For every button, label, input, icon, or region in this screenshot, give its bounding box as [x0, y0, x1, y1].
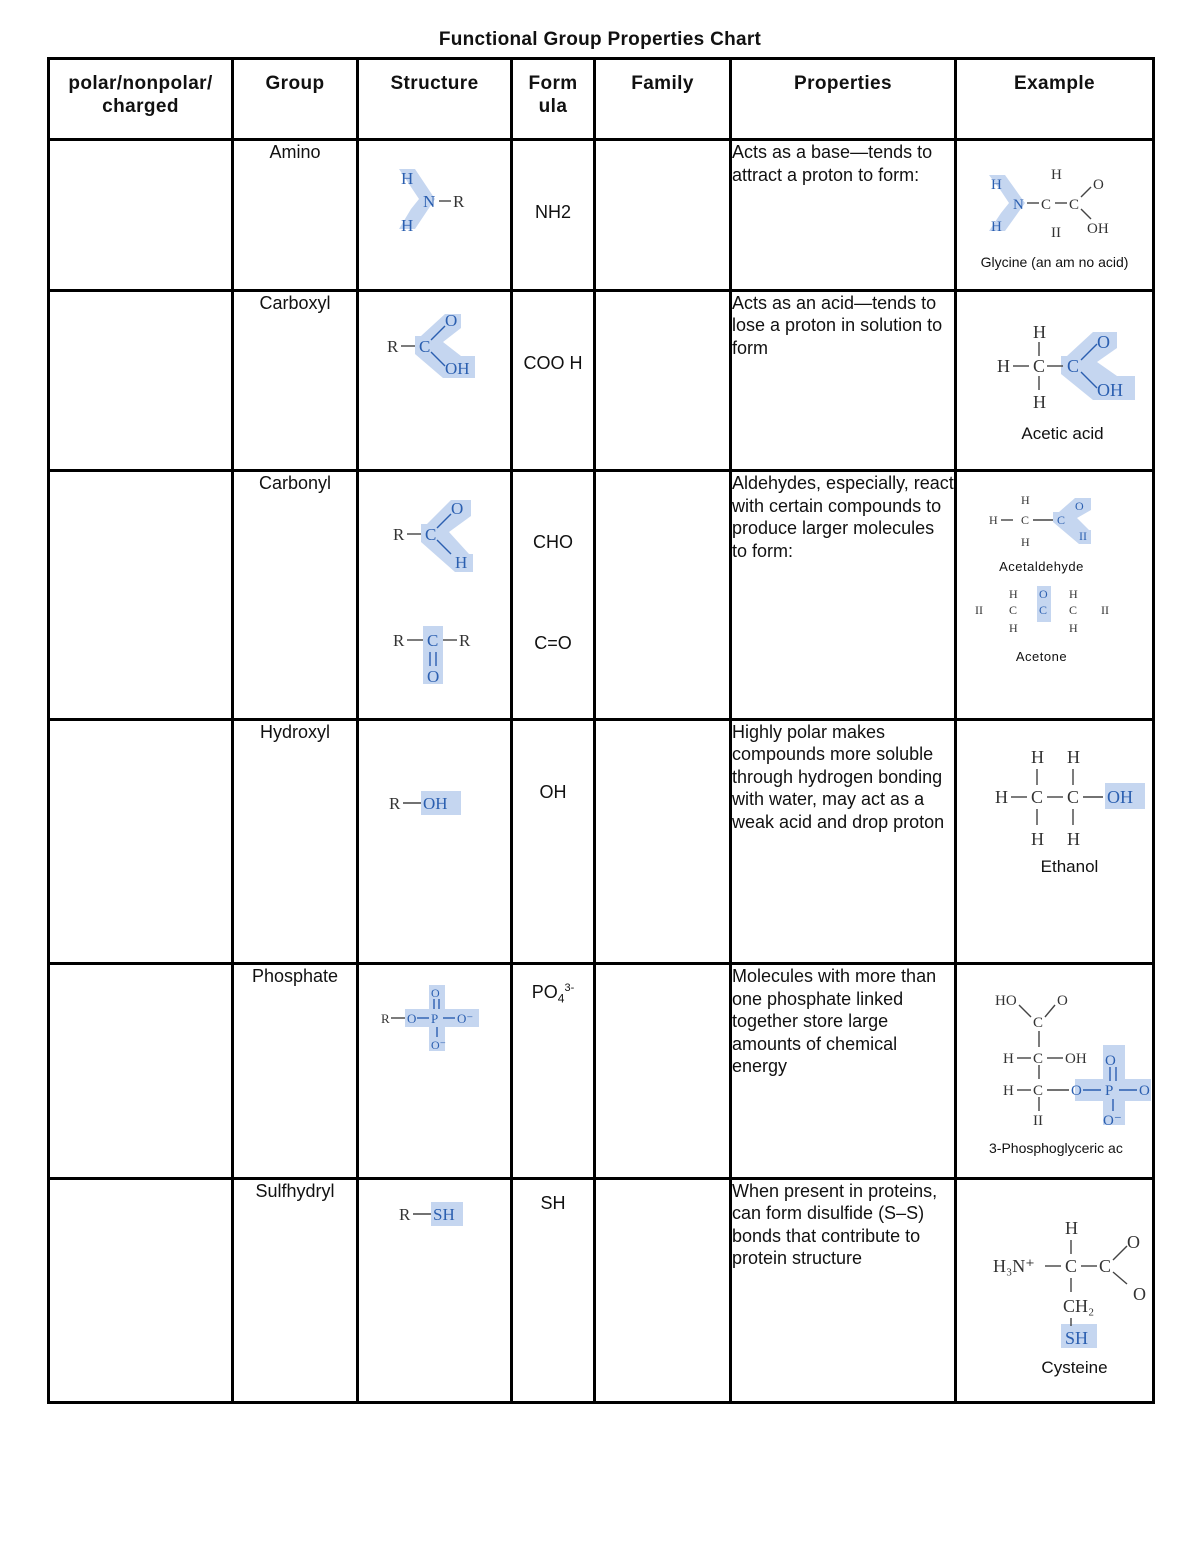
struct-atom: OH: [1065, 1051, 1087, 1067]
struct-atom: H₃N⁺: [993, 1255, 1035, 1276]
header-structure: Structure: [358, 59, 512, 140]
struct-atom: C: [1057, 513, 1066, 527]
family-cell: [595, 140, 731, 291]
struct-atom: C: [419, 336, 431, 356]
struct-atom: H: [1069, 587, 1078, 601]
polarity-cell: [49, 290, 233, 471]
table-row: [49, 1178, 1154, 1403]
struct-atom: OH: [445, 358, 470, 378]
acetic-acid-structure: [957, 292, 1151, 420]
header-row: [49, 59, 1154, 140]
sulfhydryl-structure: [359, 1180, 509, 1396]
page-title: Functional Group Properties Chart: [438, 29, 762, 50]
family-cell: [595, 719, 731, 964]
family-cell: [595, 1178, 731, 1403]
phosphate-structure: [359, 965, 509, 1171]
formula-cell: OH: [512, 719, 595, 964]
acetaldehyde-structure: [957, 472, 1151, 554]
properties-cell: When present in proteins, can form disulfide (S–S) bonds that contribute to protein structure: [731, 1178, 956, 1403]
struct-atom: H: [1003, 1083, 1014, 1099]
struct-atom: O: [407, 1011, 417, 1026]
struct-atom: N: [1013, 197, 1024, 213]
carboxyl-structure: [359, 292, 509, 464]
struct-atom: H: [401, 216, 414, 235]
struct-atom: P: [431, 1011, 439, 1026]
structure-cell: [358, 1178, 512, 1403]
struct-atom: H: [1067, 746, 1080, 767]
struct-atom: C: [1033, 1015, 1044, 1031]
struct-atom: C: [1031, 786, 1044, 807]
properties-cell: Acts as an acid—tends to lose a proton in solution to form: [731, 290, 956, 471]
struct-atom: H: [401, 169, 414, 188]
struct-atom: OH: [1097, 379, 1123, 400]
struct-atom: C: [1069, 197, 1080, 213]
struct-atom: O: [431, 986, 440, 1000]
struct-atom: H: [1067, 828, 1080, 849]
formula-cell: COO H: [512, 290, 595, 471]
structure-cell: [358, 140, 512, 291]
struct-atom: H: [989, 513, 998, 527]
struct-atom: H: [1051, 167, 1062, 183]
structure-cell: [358, 719, 512, 964]
phosphoglyceric-structure: [957, 965, 1151, 1133]
struct-atom: N: [423, 192, 436, 211]
struct-atom: H: [991, 219, 1002, 235]
group-name: Carbonyl: [233, 471, 358, 720]
struct-atom: P: [1105, 1083, 1114, 1099]
struct-atom: OH: [1087, 221, 1109, 237]
struct-atom: SH: [433, 1204, 455, 1224]
struct-atom: II: [1079, 529, 1087, 543]
struct-atom: O: [1093, 177, 1104, 193]
formula-base: PO: [531, 982, 558, 1002]
example-cell: [956, 290, 1154, 471]
struct-atom: C: [1033, 1051, 1044, 1067]
hydroxyl-structure: [359, 721, 509, 957]
struct-atom: C: [1067, 355, 1080, 376]
struct-atom: O: [1127, 1231, 1140, 1252]
example-name-2: Acetone: [1015, 648, 1068, 664]
group-name: Carboxyl: [233, 290, 358, 471]
struct-atom: CH₂: [1063, 1295, 1095, 1316]
struct-atom: O: [445, 310, 458, 330]
group-name: Phosphate: [233, 964, 358, 1179]
struct-atom: H: [1065, 1217, 1078, 1238]
struct-atom: O: [1075, 499, 1084, 513]
polarity-cell: [49, 1178, 233, 1403]
example-cell: [956, 719, 1154, 964]
structure-cell: [358, 471, 512, 720]
struct-atom: R: [393, 525, 405, 544]
functional-group-table: [47, 57, 1155, 1404]
structure-cell: [358, 290, 512, 471]
struct-atom: O: [1071, 1083, 1082, 1099]
table-row: [49, 140, 1154, 291]
example-cell: [956, 964, 1154, 1179]
struct-atom: H: [455, 553, 468, 572]
struct-atom: O⁻: [1103, 1113, 1122, 1129]
struct-atom: O⁻: [457, 1011, 474, 1026]
struct-atom: R: [393, 631, 405, 650]
struct-atom: C: [425, 525, 437, 544]
header-properties: Properties: [731, 59, 956, 140]
table-row: [49, 471, 1154, 720]
struct-atom: H: [1031, 828, 1044, 849]
acetone-structure: [957, 578, 1151, 646]
struct-atom: O: [1097, 331, 1110, 352]
struct-atom: O: [1039, 587, 1048, 601]
struct-atom: H: [1009, 587, 1018, 601]
formula-cell: [512, 964, 595, 1179]
struct-atom: C: [1069, 603, 1078, 617]
struct-atom: C: [1041, 197, 1052, 213]
family-cell: [595, 964, 731, 1179]
struct-atom: H: [1033, 391, 1046, 412]
structure-cell: [358, 964, 512, 1179]
formula-cell: NH2: [512, 140, 595, 291]
formula-ketone: C=O: [534, 632, 572, 653]
struct-atom: C: [1039, 603, 1048, 617]
header-family: Family: [595, 59, 731, 140]
struct-atom: C: [1067, 786, 1080, 807]
struct-atom: O: [427, 667, 440, 686]
struct-atom: C: [1065, 1255, 1078, 1276]
example-name: Acetaldehyde: [999, 558, 1084, 574]
struct-atom: R: [381, 1011, 390, 1026]
struct-atom: II: [1101, 603, 1109, 617]
struct-atom: C: [1021, 513, 1030, 527]
group-name: Sulfhydryl: [233, 1178, 358, 1403]
struct-atom: C: [1033, 1083, 1044, 1099]
example-name: 3-Phosphoglyceric ac: [989, 1139, 1123, 1156]
struct-atom: H: [1003, 1051, 1014, 1067]
table-row: [49, 719, 1154, 964]
example-name: Ethanol: [1040, 857, 1099, 876]
example-cell: [956, 471, 1154, 720]
struct-atom: SH: [1065, 1327, 1089, 1348]
struct-atom: R: [453, 192, 465, 211]
example-name: Cysteine: [1041, 1358, 1108, 1377]
group-name: Amino: [233, 140, 358, 291]
struct-atom: C: [1009, 603, 1018, 617]
formula-cell: SH: [512, 1178, 595, 1403]
polarity-cell: [49, 719, 233, 964]
struct-atom: II: [1033, 1113, 1043, 1129]
properties-cell: Molecules with more than one phosphate linked together store large amounts of chemical energy: [731, 964, 956, 1179]
struct-atom: H: [1069, 621, 1078, 635]
struct-atom: HO: [995, 993, 1017, 1009]
struct-atom: H: [995, 786, 1008, 807]
cysteine-structure: [957, 1180, 1151, 1354]
struct-atom: C: [1099, 1255, 1112, 1276]
formula-aldehyde: CHO: [533, 532, 573, 552]
example-name: Acetic acid: [1021, 424, 1104, 443]
struct-atom: II: [1051, 225, 1061, 241]
struct-atom: C: [1033, 355, 1046, 376]
header-polarity: polar/nonpolar/ charged: [49, 59, 233, 140]
formula-sub: 4: [557, 991, 565, 1006]
header-group: Group: [233, 59, 358, 140]
struct-atom: R: [387, 336, 399, 356]
struct-atom: OH: [1107, 786, 1133, 807]
table-row: [49, 290, 1154, 471]
ethanol-structure: [957, 721, 1151, 851]
struct-atom: H: [1021, 493, 1030, 507]
formula-sup: 3-: [564, 982, 575, 994]
struct-atom: R: [389, 793, 401, 813]
struct-atom: H: [991, 177, 1002, 193]
struct-atom: H: [1031, 746, 1044, 767]
amino-structure: [359, 141, 509, 283]
struct-atom: C: [427, 631, 439, 650]
formula-cell: [512, 471, 595, 720]
struct-atom: H: [1009, 621, 1018, 635]
struct-atom: O: [1139, 1083, 1150, 1099]
struct-atom: II: [975, 603, 983, 617]
struct-atom: OH: [423, 793, 448, 813]
properties-cell: Acts as a base—tends to attract a proton to form:: [731, 140, 956, 291]
family-cell: [595, 290, 731, 471]
struct-atom: O⁻: [431, 1038, 446, 1052]
struct-atom: O: [1133, 1283, 1146, 1304]
struct-atom: H: [997, 355, 1010, 376]
glycine-structure: [957, 141, 1151, 251]
properties-cell: Highly polar makes compounds more soluble through hydrogen bonding with water, may act as a weak acid and drop proton: [731, 719, 956, 964]
header-formula: Form ula: [512, 59, 595, 140]
example-name: Glycine (an am no acid): [980, 253, 1129, 270]
example-cell: [956, 1178, 1154, 1403]
struct-atom: H: [1033, 321, 1046, 342]
properties-cell: Aldehydes, especially, react with certain compounds to produce larger molecules to form:: [731, 471, 956, 720]
struct-atom: O: [1105, 1053, 1116, 1069]
polarity-cell: [49, 471, 233, 720]
struct-atom: R: [399, 1204, 411, 1224]
example-cell: [956, 140, 1154, 291]
struct-atom: O: [1057, 993, 1068, 1009]
table-row: [49, 964, 1154, 1179]
header-example: Example: [956, 59, 1154, 140]
struct-atom: R: [459, 631, 471, 650]
polarity-cell: [49, 964, 233, 1179]
struct-atom: H: [1021, 535, 1030, 549]
family-cell: [595, 471, 731, 720]
group-name: Hydroxyl: [233, 719, 358, 964]
struct-atom: O: [451, 499, 464, 518]
carbonyl-structure: [359, 472, 509, 712]
polarity-cell: [49, 140, 233, 291]
